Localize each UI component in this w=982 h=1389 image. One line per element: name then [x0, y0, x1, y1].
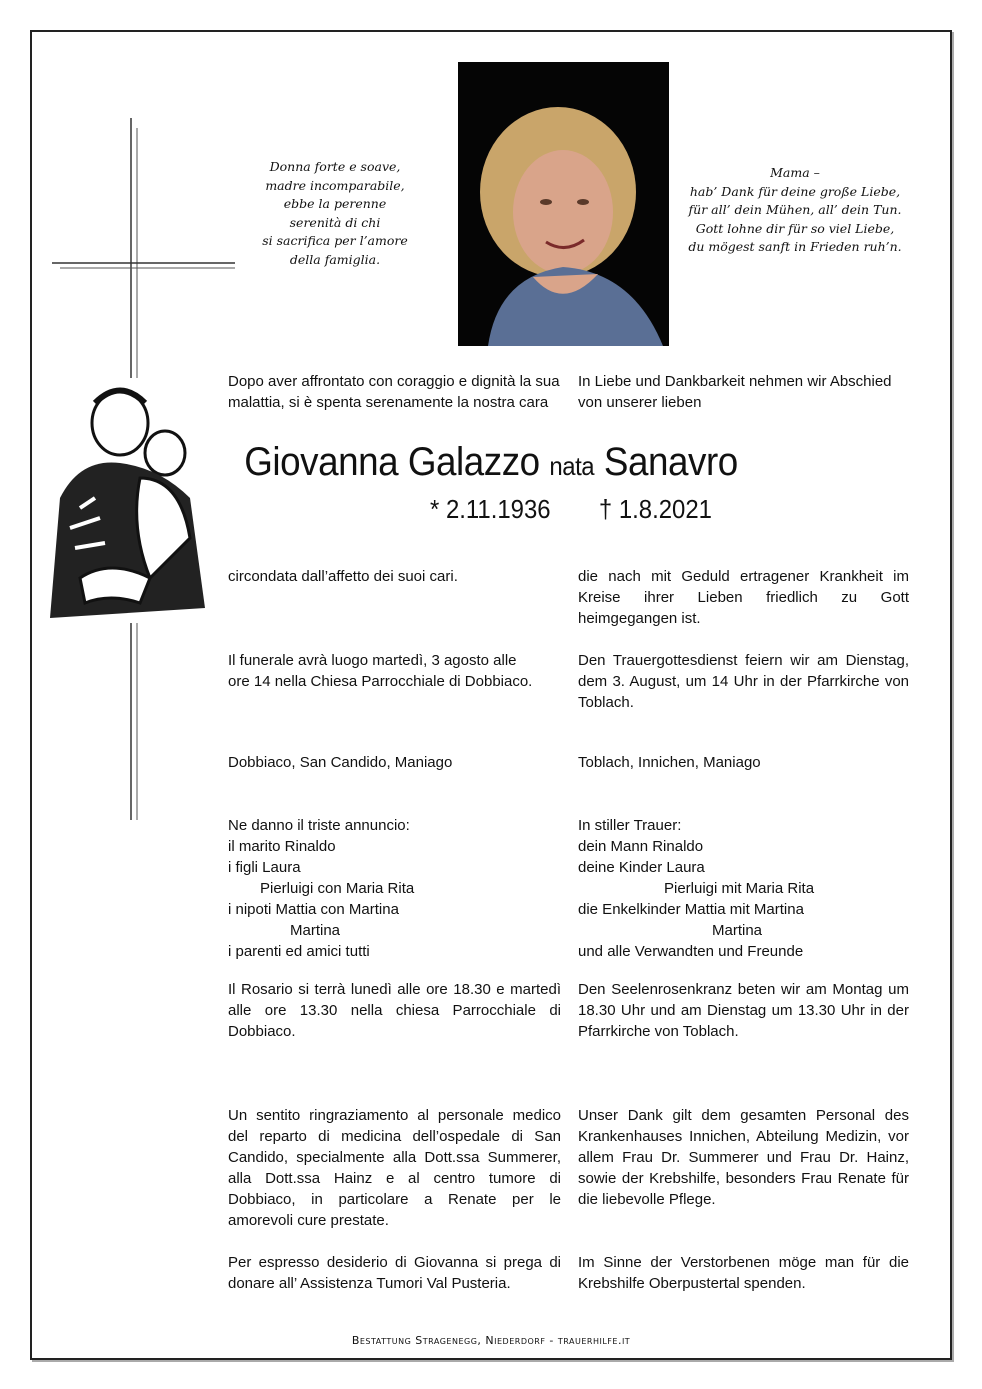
death-date: † 1.8.2021	[598, 494, 712, 524]
text-line: ore 14 nella Chiesa Parrocchiale di Dobbiaco.	[228, 673, 533, 690]
text-german-funeral: Den Trauergottesdienst feiern wir am Dienstag, dem 3. August, um 14 Uhr in der Pfarrkirche von Toblach.	[578, 652, 909, 711]
funeral-home-footer: Bestattung Stragenegg, Niederdorf - trauerhilfe.it	[351, 1334, 631, 1347]
rosary-german: Den Seelenrosenkranz beten wir am Montag um 18.30 Uhr und am Dienstag um 13.30 Uhr in der Pfarrkirche von Toblach.	[578, 981, 909, 1040]
text-line: dein Mann Rinaldo	[578, 838, 704, 855]
maiden-name: Sanavro	[603, 440, 738, 484]
poem-line: si sacrifica per l’amore	[262, 233, 408, 248]
poem-line: Mama –	[770, 165, 820, 180]
poem-line: hab’ Dank für deine große Liebe,	[689, 183, 901, 199]
text-line: Pierluigi mit Maria Rita	[664, 880, 815, 897]
text-line: Martina	[712, 922, 763, 939]
text-line: Il funerale avrà luogo martedì, 3 agosto alle	[228, 652, 517, 669]
poem-line: serenità di chi	[289, 214, 381, 230]
mourners-italian	[228, 815, 561, 962]
saint-with-child-illustration	[40, 378, 210, 623]
portrait-photo	[458, 62, 669, 346]
text-line: i nipoti Mattia con Martina	[228, 901, 399, 918]
intro-italian	[228, 371, 561, 413]
text-line: Dopo aver affrontato con coraggio e dignità la sua	[228, 373, 560, 390]
text-line: i parenti ed amici tutti	[228, 943, 370, 960]
poem-line: ebbe la perenne	[283, 196, 387, 211]
rosary-italian: Il Rosario si terrà lunedì alle ore 18.30 e martedì alle ore 13.30 nella chiesa Parrocchiale di Dobbiaco.	[228, 981, 561, 1040]
text-line: Martina	[290, 922, 341, 939]
birth-date: * 2.11.1936	[430, 494, 551, 524]
text-german-1: die nach mit Geduld ertragener Krankheit im Kreise ihrer Lieben friedlich zu Gott heimgegangen ist.	[578, 568, 909, 627]
text-italian-1: circondata dall’affetto dei suoi cari.	[228, 568, 458, 585]
donation-italian: Per espresso desiderio di Giovanna si prega di donare all’ Assistenza Tumori Val Pusteria.	[228, 1254, 561, 1292]
nata-label: nata	[549, 451, 595, 481]
donation-german: Im Sinne der Verstorbenen möge man für die Krebshilfe Oberpustertal spenden.	[578, 1254, 909, 1292]
text-line: von unserer lieben	[578, 394, 702, 411]
text-line: i figli Laura	[228, 859, 301, 876]
places-german: Toblach, Innichen, Maniago	[578, 754, 761, 771]
text-line: die Enkelkinder Mattia mit Martina	[578, 901, 804, 918]
poem-line: Gott lohne dir für so viel Liebe,	[695, 220, 895, 236]
mourners-german	[578, 815, 909, 962]
poem-german	[670, 164, 920, 257]
full-name: Giovanna Galazzo	[244, 440, 540, 484]
intro-german	[578, 371, 909, 413]
text-line: und alle Verwandten und Freunde	[578, 943, 804, 960]
text-italian-funeral	[228, 650, 561, 692]
places-italian: Dobbiaco, San Candido, Maniago	[228, 754, 453, 771]
life-dates	[430, 494, 712, 525]
poem-line: della famiglia.	[289, 251, 381, 267]
thanks-italian: Un sentito ringraziamento al personale medico del reparto di medicina dell’ospedale di San Candido, specialmente alla Dott.ssa Summerer, alla Dott.ssa Hainz e al centro tumore di Dobbiaco, in particolare a Renate per le amorevoli cure prestate.	[228, 1107, 561, 1229]
text-line: In Liebe und Dankbarkeit nehmen wir Abschied	[578, 373, 892, 390]
poem-line: für all’ dein Mühen, all’ dein Tun.	[688, 202, 902, 217]
text-line: deine Kinder Laura	[578, 859, 705, 876]
text-line: malattia, si è spenta serenamente la nostra cara	[228, 394, 549, 411]
poem-line: madre incomparabile,	[265, 177, 405, 193]
poem-line: du mögest sanft in Frieden ruh’n.	[688, 239, 902, 254]
text-line: il marito Rinaldo	[228, 838, 336, 855]
text-line: Ne danno il triste annuncio:	[228, 817, 410, 834]
poem-italian	[245, 158, 425, 269]
poem-line: Donna forte e soave,	[269, 159, 401, 174]
deceased-name	[39, 440, 942, 485]
text-line: In stiller Trauer:	[578, 817, 682, 834]
thanks-german: Unser Dank gilt dem gesamten Personal des Krankenhauses Innichen, Abteilung Medizin, vor allem Frau Dr. Summerer und Frau Dr. Hainz, sowie der Krebshilfe, besonders Frau Renate für die liebevolle Pflege.	[578, 1107, 909, 1208]
text-line: Pierluigi con Maria Rita	[260, 880, 415, 897]
